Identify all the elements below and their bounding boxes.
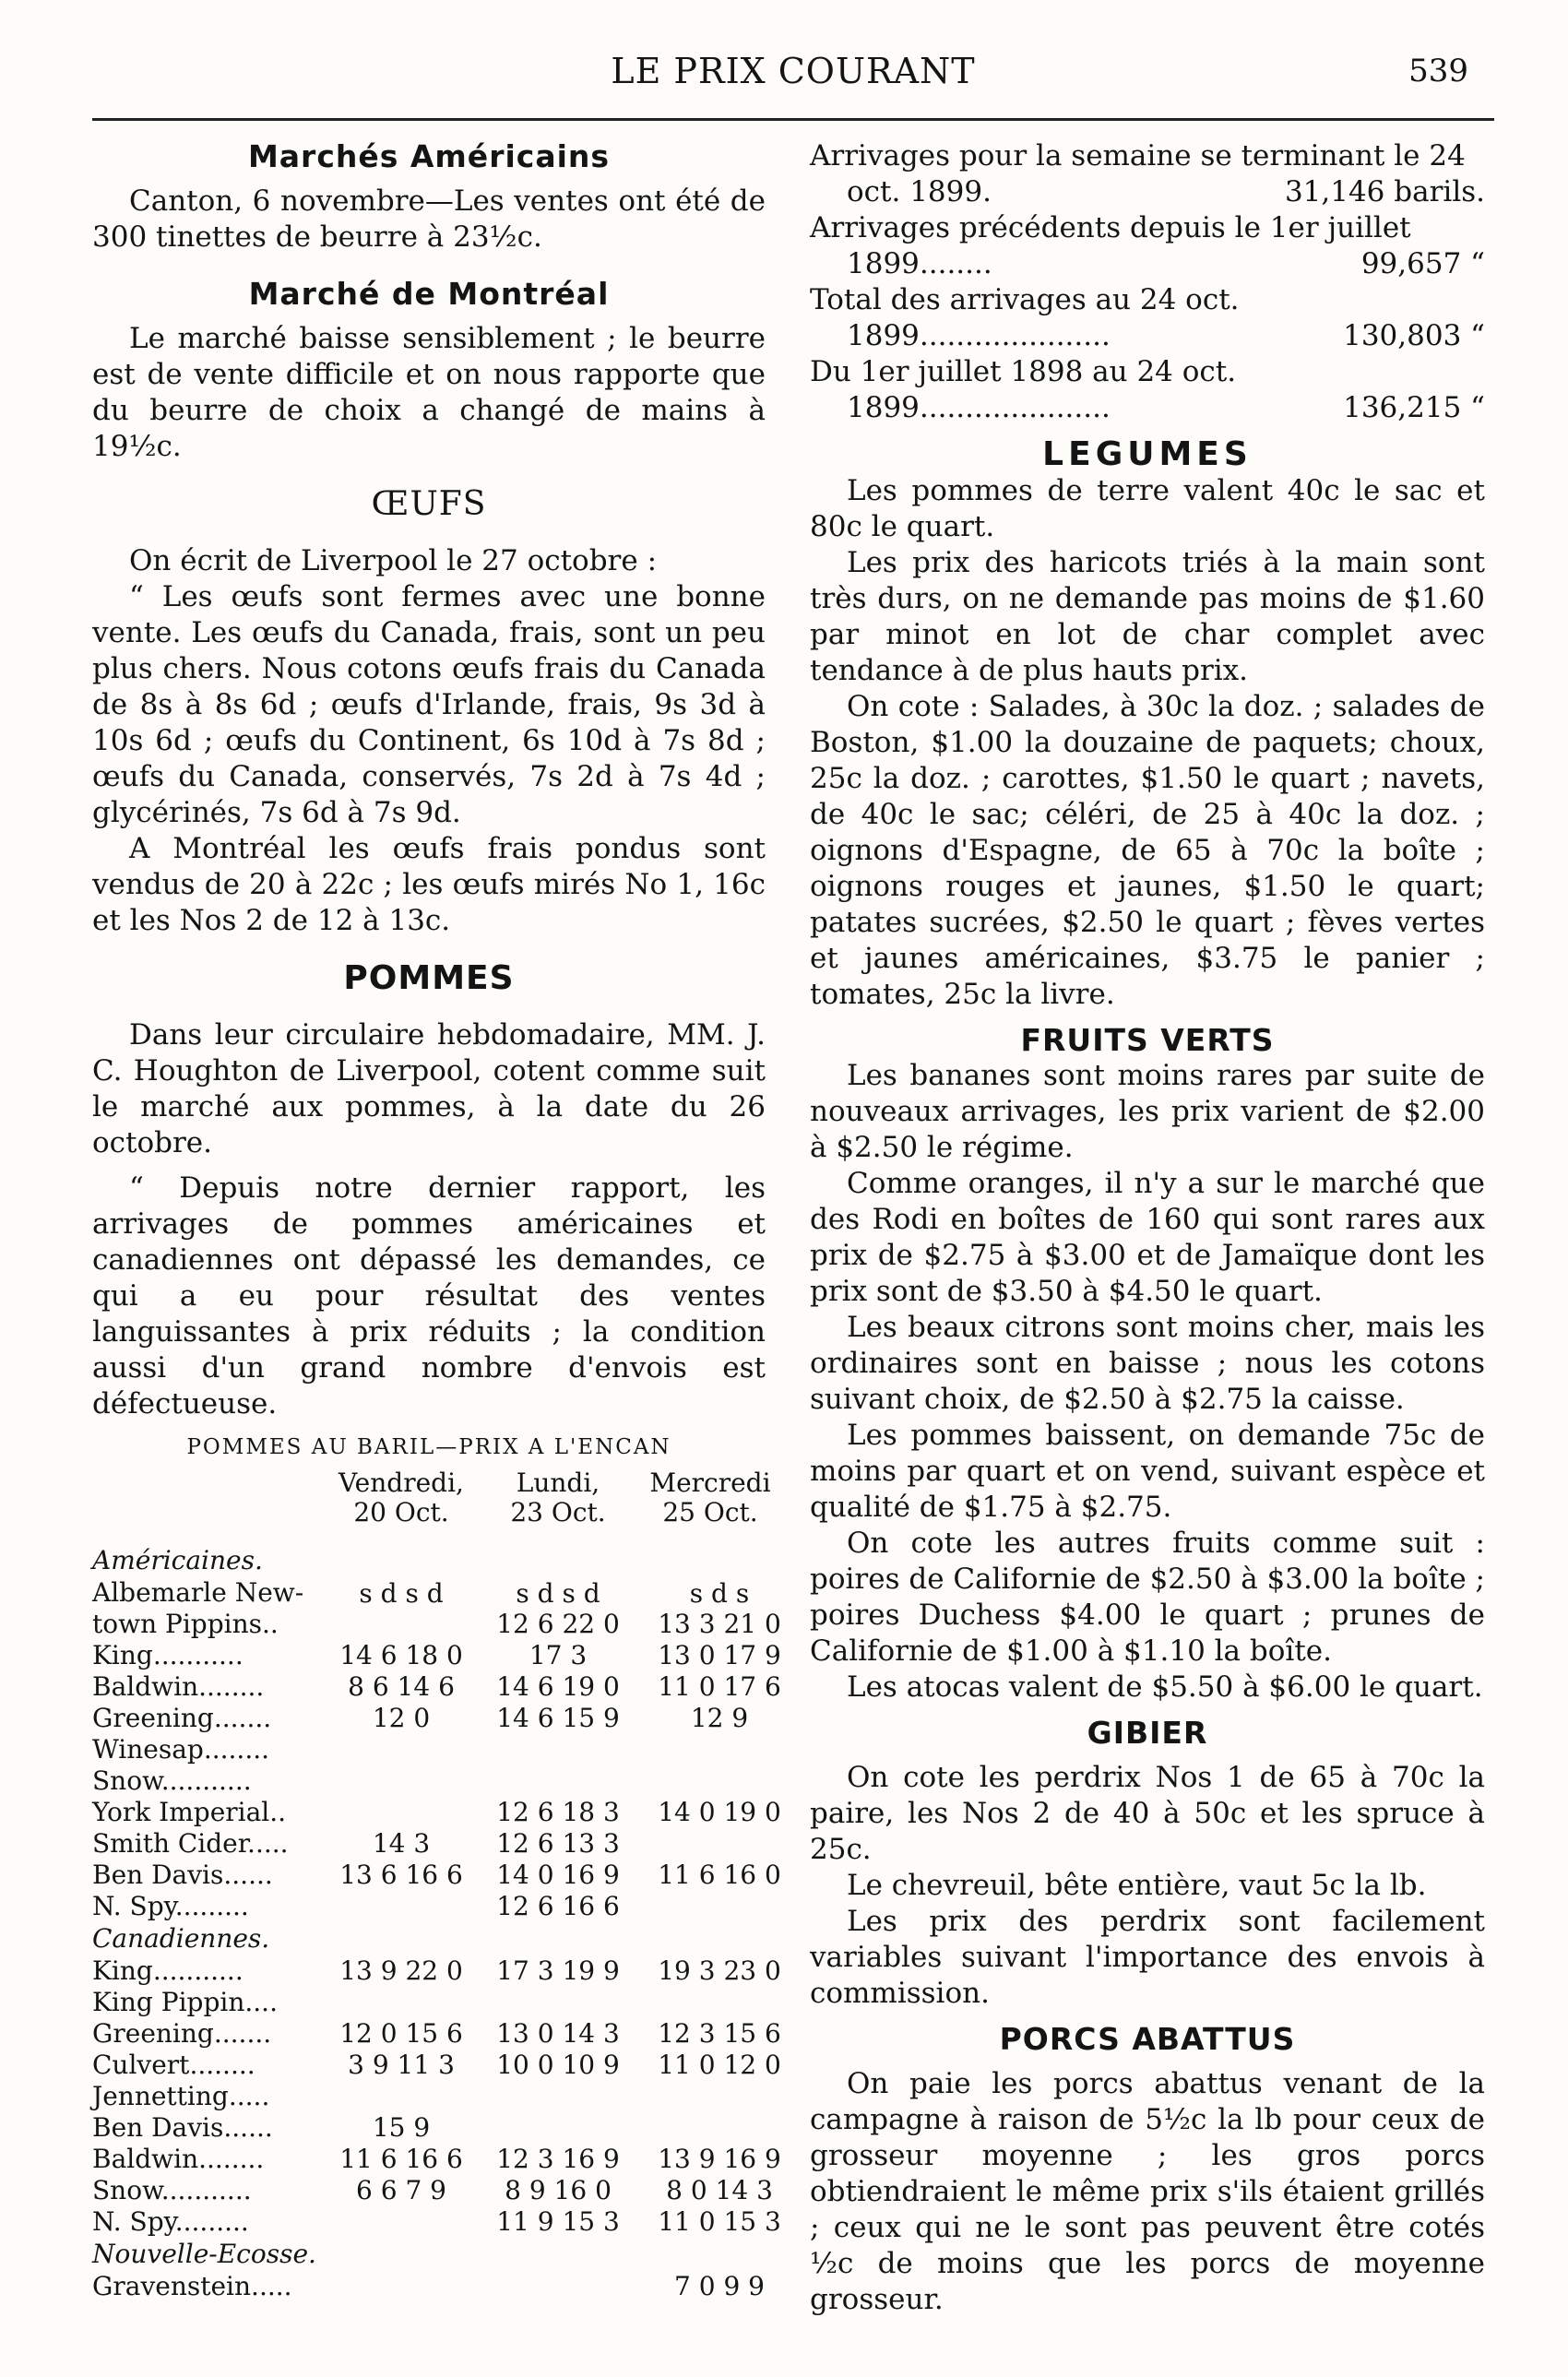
table-row — [92, 1797, 781, 1828]
page-header — [92, 51, 1494, 106]
units-label: s d s d — [516, 1578, 600, 1609]
price-cell: 14 6 15 9 — [496, 1703, 620, 1733]
price-cell: 17 3 19 9 — [496, 1955, 620, 1986]
table-row — [92, 1955, 781, 1987]
variety-name: Smith Cider..... — [92, 1828, 289, 1859]
variety-name: Snow........... — [92, 1765, 252, 1796]
table-row — [92, 2144, 781, 2175]
price-cell: 12 6 13 3 — [496, 1828, 620, 1859]
variety-name: N. Spy......... — [92, 1891, 249, 1921]
price-cell: 11 9 15 3 — [496, 2206, 620, 2237]
variety-name: King Pippin.... — [92, 1987, 278, 2017]
marches-americains-title: Marchés Américains — [247, 138, 611, 174]
price-cell: 7 0 9 9 — [674, 2271, 765, 2301]
table-row — [92, 1671, 781, 1703]
table-row — [92, 1987, 766, 2018]
variety-name: Baldwin........ — [92, 1671, 265, 1702]
price-cell: 8 9 16 0 — [505, 2175, 612, 2205]
table-section-label: Nouvelle-Ecosse. — [92, 2239, 316, 2269]
fruits-verts-paragraph-5: On cote les autres fruits comme suit : poires de Californie de $2.50 à $3.00 la boîte ; poires Duchess $4.00 le quart ; prunes de Californie de $1.00 à $1.10 la boîte. — [810, 1527, 1485, 1668]
pommes-paragraph-1: Dans leur circulaire hebdomadaire, MM. J. C. Houghton de Liverpool, cotent comme suit le marché aux pommes, à la date du 26 octobre. — [92, 1018, 766, 1159]
fruits-verts-paragraph-1: Les bananes sont moins rares par suite de nouveaux arrivages, les prix varient de $2.00 à $2.50 le régime. — [810, 1059, 1485, 1164]
variety-name: Jennetting..... — [92, 2081, 270, 2111]
legumes-paragraph-2: Les prix des haricots triés à la main sont très durs, on ne demande pas moins de $1.60 par minot en lot de char complet avec tendance à de plus hauts prix. — [810, 546, 1485, 687]
porcs-abattus-paragraph: On paie les porcs abattus venant de la campagne à raison de 5½c la lb pour ceux de grosseur moyenne ; les gros porcs obtiendraient le même prix s'ils étaient grillés ; ceux qui ne le sont pas peuvent être cotés ½c de moins que les porcs de moyenne grosseur. — [810, 2067, 1485, 2316]
header-col-2: Lundi, 23 Oct. — [510, 1468, 606, 1527]
price-cell: 13 3 21 0 — [658, 1609, 781, 1639]
legumes-paragraph-1: Les pommes de terre valent 40c le sac et 80c le quart. — [810, 474, 1485, 543]
table-row — [92, 2081, 766, 2112]
header-rule — [92, 118, 1494, 121]
price-cell: 13 0 14 3 — [496, 2018, 620, 2049]
variety-name: Greening....... — [92, 1703, 272, 1733]
arrivages-row: Arrivages précédents depuis le 1er juillet 1899........ 99,657 “ — [810, 211, 1485, 280]
pommes-paragraph-2: “ Depuis notre dernier rapport, les arrivages de pommes américaines et canadiennes ont dépassé les demandes, ce qui a eu pour résultat des ventes languissantes à prix réduits ; la condition aussi d'un grand nombre d'envois est défectueuse. — [92, 1171, 766, 1420]
header-col-3: Mercredi 25 Oct. — [649, 1468, 771, 1527]
variety-name: Albemarle New- — [92, 1577, 304, 1608]
table-row — [92, 2271, 766, 2302]
price-cell: 14 6 19 0 — [496, 1671, 620, 1702]
variety-name: Baldwin........ — [92, 2144, 265, 2174]
fruits-verts-paragraph-6: Les atocas valent de $5.50 à $6.00 le quart. — [847, 1670, 1483, 1704]
price-cell: 12 6 16 6 — [496, 1891, 620, 1921]
table-section-name: Américaines. — [92, 1545, 263, 1575]
table-row — [92, 1891, 766, 1922]
price-cell: 10 0 10 9 — [496, 2050, 620, 2080]
table-body — [92, 1544, 781, 2302]
price-cell: 14 6 18 0 — [339, 1640, 463, 1670]
left-column — [92, 138, 781, 2302]
variety-name: N. Spy......... — [92, 2206, 249, 2237]
price-cell: 14 0 16 9 — [496, 1860, 620, 1890]
fruits-verts-paragraph-3: Les beaux citrons sont moins cher, mais les ordinaires sont en baisse ; nous les cotons suivant choix, de $2.50 à $2.75 la caisse. — [810, 1311, 1485, 1416]
gibier-paragraph-1: On cote les perdrix Nos 1 de 65 à 70c la paire, les Nos 2 de 40 à 50c et les spruce à 25c. — [810, 1761, 1485, 1866]
header-col-1: Vendredi, 20 Oct. — [339, 1468, 464, 1527]
price-cell: 8 6 14 6 — [348, 1671, 455, 1702]
gibier-title: GIBIER — [1087, 1715, 1208, 1751]
price-cell: 3 9 11 3 — [348, 2050, 455, 2080]
price-cell: 11 0 12 0 — [658, 2050, 781, 2080]
newspaper-title: LE PRIX COURANT — [611, 51, 976, 91]
units-label: s d s — [689, 1578, 750, 1609]
price-cell: 17 3 — [529, 1640, 588, 1670]
price-cell: 13 0 17 9 — [658, 1640, 781, 1670]
table-row — [92, 1734, 766, 1765]
arrivages-row: Du 1er juillet 1898 au 24 oct. 1899..................... 136,215 “ — [810, 355, 1485, 424]
price-cell: 12 0 15 6 — [339, 2018, 463, 2049]
table-row — [92, 2175, 773, 2206]
price-cell: 12 6 22 0 — [496, 1609, 620, 1639]
price-cell: 12 9 — [690, 1703, 749, 1733]
arrivages-list — [810, 138, 1485, 426]
variety-name: Ben Davis...... — [92, 2112, 273, 2143]
price-cell: 6 6 7 9 — [356, 2175, 446, 2205]
oeufs-paragraph-2: “ Les œufs sont fermes avec une bonne vente. Les œufs du Canada, frais, sont un peu plus chers. Nous cotons œufs frais du Canada de 8s à 8s 6d ; œufs d'Irlande, frais, 9s 3d à 10s 6d ; œufs du Continent, 6s 10d à 7s 8d ; œufs du Canada, conservés, 7s 2d à 7s 4d ; glycérinés, 7s 6d à 7s 9d. — [92, 580, 766, 829]
price-cell: 12 0 — [372, 1703, 431, 1733]
price-cell: 12 6 18 3 — [496, 1797, 620, 1827]
oeufs-title: ŒUFS — [371, 485, 487, 523]
apple-price-table — [92, 1435, 781, 2302]
marches-americains-paragraph: Canton, 6 novembre—Les ventes ont été de 300 tinettes de beurre à 23½c. — [92, 184, 766, 254]
price-cell: 12 3 16 9 — [496, 2144, 620, 2174]
price-cell: 12 3 15 6 — [658, 2018, 781, 2049]
variety-name: King........... — [92, 1955, 244, 1986]
marche-montreal-title: Marché de Montréal — [248, 276, 610, 312]
gibier-paragraph-3: Les prix des perdrix sont facilement variables suivant l'importance des envois à commission. — [810, 1905, 1485, 2010]
price-cell: 11 6 16 0 — [658, 1860, 781, 1890]
right-column — [810, 138, 1485, 2318]
fruits-verts-paragraph-4: Les pommes baissent, on demande 75c de moins par quart et on vend, suivant espèce et qualité de $1.75 à $2.75. — [810, 1419, 1485, 1524]
variety-name: Ben Davis...... — [92, 1860, 273, 1890]
variety-name: Snow........... — [92, 2175, 252, 2205]
table-row — [92, 1609, 781, 1640]
price-cell: 11 0 17 6 — [658, 1671, 781, 1702]
price-cell: 8 0 14 3 — [666, 2175, 773, 2205]
table-row — [92, 1703, 766, 1734]
table-row — [92, 2112, 766, 2144]
price-cell: 11 6 16 6 — [339, 2144, 463, 2174]
table-row — [92, 1577, 766, 1609]
price-cell: 13 9 16 9 — [658, 2144, 781, 2174]
variety-name: town Pippins.. — [92, 1609, 279, 1639]
price-cell: 15 9 — [372, 2112, 431, 2143]
porcs-abattus-title: PORCS ABATTUS — [999, 2021, 1296, 2057]
table-header — [92, 1468, 771, 1544]
legumes-paragraph-3: On cote : Salades, à 30c la doz. ; salades de Boston, $1.00 la douzaine de paquets; choux, 25c la doz. ; carottes, $1.50 le quart ; navets, de 40c le sac; céléri, de 25 à 40c la doz. ; oignons d'Espagne, de 65 à 70c la boîte ; oignons rouges et jaunes, $1.50 le quart; patates sucrées, $2.50 le quart ; fèves vertes et jaunes américaines, $3.75 le panier ; tomates, 25c la livre. — [810, 690, 1485, 1011]
variety-name: Culvert........ — [92, 2050, 255, 2080]
pommes-title: POMMES — [343, 959, 515, 997]
table-section-label: Canadiennes. — [92, 1923, 270, 1954]
variety-name: York Imperial.. — [92, 1797, 287, 1827]
table-row — [92, 1765, 766, 1797]
variety-name: King........... — [92, 1640, 244, 1670]
price-cell: 11 0 15 3 — [658, 2206, 781, 2237]
price-cell: 13 6 16 6 — [339, 1860, 463, 1890]
table-row — [92, 2206, 781, 2238]
arrivages-row: Total des arrivages au 24 oct. 1899..................... 130,803 “ — [810, 283, 1485, 352]
price-cell: 19 3 23 0 — [658, 1955, 781, 1986]
table-row — [92, 1860, 781, 1891]
table-row — [92, 1640, 781, 1671]
marche-montreal-paragraph: Le marché baisse sensiblement ; le beurre est de vente difficile et on nous rapporte que du beurre de choix a changé de mains à 19½c. — [92, 322, 766, 463]
price-cell: 14 0 19 0 — [658, 1797, 781, 1827]
gibier-paragraph-2: Le chevreuil, bête entière, vaut 5c la lb. — [847, 1869, 1427, 1902]
variety-name: Gravenstein..... — [92, 2271, 292, 2301]
oeufs-paragraph-1: On écrit de Liverpool le 27 octobre : — [129, 544, 658, 577]
table-row — [92, 2050, 781, 2081]
page-number: 539 — [1408, 53, 1468, 89]
variety-name: Winesap........ — [92, 1734, 270, 1765]
table-title: POMMES AU BARIL—PRIX A L'ENCAN — [186, 1435, 671, 1459]
fruits-verts-paragraph-2: Comme oranges, il n'y a sur le marché que des Rodi en boîtes de 160 qui sont rares aux prix de $2.75 à $3.00 et de Jamaïque dont les prix sont de $3.50 à $4.50 le quart. — [810, 1167, 1485, 1308]
variety-name: Greening....... — [92, 2018, 272, 2049]
price-cell: 13 9 22 0 — [339, 1955, 463, 1986]
units-label: s d s d — [359, 1578, 444, 1609]
oeufs-paragraph-3: A Montréal les œufs frais pondus sont vendus de 20 à 22c ; les œufs mirés No 1, 16c et les Nos 2 de 12 à 13c. — [92, 832, 766, 937]
arrivages-row: Arrivages pour la semaine se terminant le 24 oct. 1899. 31,146 barils. — [810, 139, 1485, 208]
price-cell: 14 3 — [372, 1828, 431, 1859]
table-row — [92, 2018, 781, 2050]
fruits-verts-title: FRUITS VERTS — [1020, 1022, 1275, 1058]
table-row — [92, 1828, 766, 1860]
legumes-title: LEGUMES — [1042, 435, 1253, 473]
